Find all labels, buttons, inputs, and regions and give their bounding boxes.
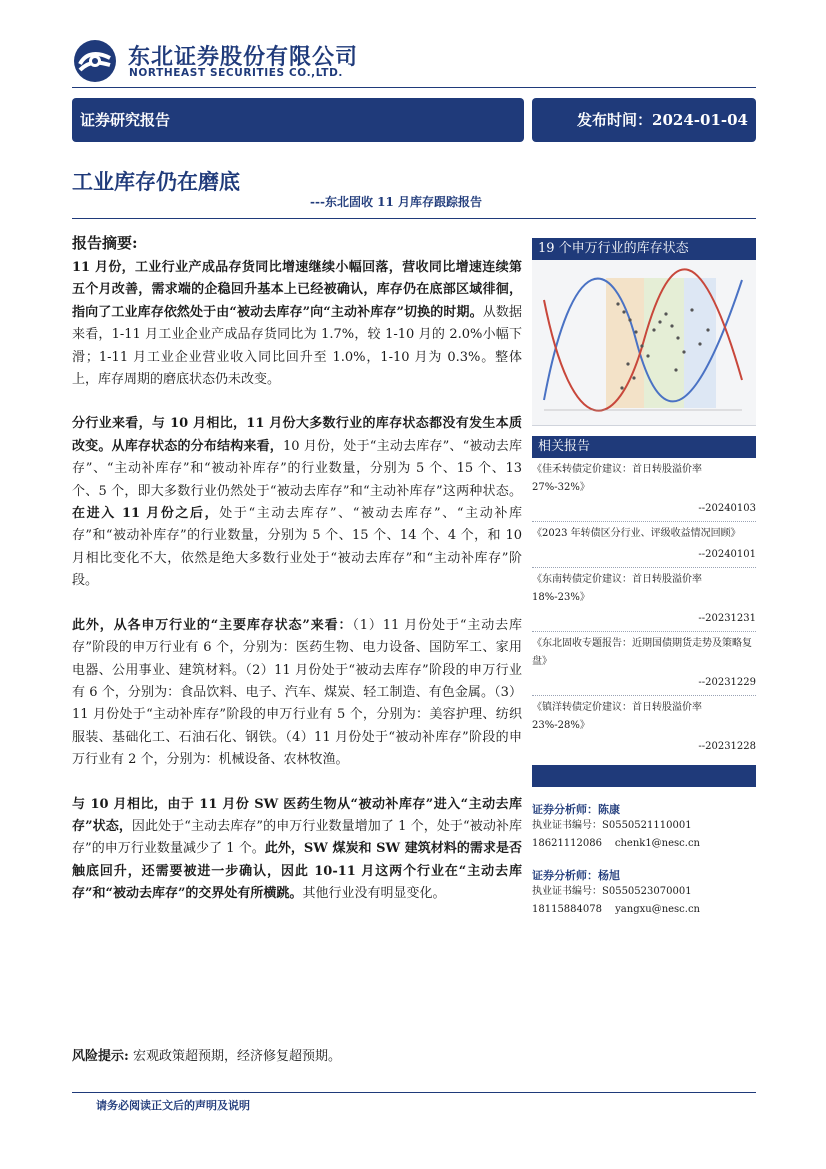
paragraph-bold: 11 月份，工业行业产成品存货同比增速继续小幅回落，营收同比增速连续第五个月改善，需求端的企稳回升基本上已经被确认，库存仍在底部区域徘徊，指向了工业库存依然处于由“被动去库存”向“主动补库存”切换的时期。 <box>72 260 522 320</box>
summary-paragraph <box>72 413 522 592</box>
paragraph-bold: 此外，SW 煤炭和 SW 建筑材料的需求是否触底回升，还需要被进一步确认，因此 10-11 月这两个行业在“主动去库存”和“被动去库存”的交界处有所横跳。 <box>72 841 522 902</box>
paragraph-text: （1）11 月份处于“主动去库存”阶段的申万行业有 6 个，分别为：医药生物、电力设备、国防军工、家用电器、公用事业、建筑材料。（2）11 月份处于“被动去库存”阶段的申万行业有 6 个，分别为：食品饮料、电子、汽车、煤炭、轻工制造、有色金属。（3）11 月份处于“主动补库存”阶段的申万行业有 5 个，分别为：美容护理、纺织服装、基础化工、石油石化、钢铁。（4）11 月份处于“被动补库存”阶段的申万行业有 2 个，分别为：机械设备、农林牧渔。 <box>72 617 522 768</box>
risk-warning <box>72 1045 522 1064</box>
publish-time-label: 发布时间：2024-01-04 <box>577 111 748 129</box>
related-report-date: --20231231 <box>698 613 756 624</box>
analyst-phone: 18621112086 <box>532 838 602 849</box>
related-reports-heading: 相关报告 <box>532 436 756 458</box>
summary-section <box>72 232 522 928</box>
related-report-title: 《东北固收专题报告：近期国债期货走势及策略复盘》 <box>532 638 752 667</box>
paragraph-text: 处于“主动去库存”、“被动去库存”、“主动补库存”和“被动补库存”的行业数量，分别为 5 个、15 个、14 个、4 个，和 10 月相比变化不大，依然是绝大多数行业处于“被动去库存”和“主动补库存”阶段。 <box>72 506 522 589</box>
paragraph-bold: 与 10 月相比，由于 11 月份 SW 医药生物从“被动补库存”进入“主动去库存”状态， <box>72 796 522 834</box>
report-title: 工业库存仍在磨底 <box>72 169 240 194</box>
related-report-title: 《镇洋转债定价建议：首日转股溢价率 23%-28%》 <box>532 702 702 731</box>
analyst-phone: 18115884078 <box>532 904 602 915</box>
analyst-email[interactable]: chenk1@nesc.cn <box>614 838 700 849</box>
company-name-cn: 东北证券股份有限公司 <box>128 45 359 70</box>
sidebar <box>532 238 756 919</box>
inventory-cycle-figure <box>532 260 756 426</box>
footer-rule <box>72 1092 756 1093</box>
analyst-cert-number: 执业证书编号：S0550521110001 <box>532 820 692 831</box>
summary-heading: 报告摘要: <box>72 234 138 252</box>
related-report-date: --20240103 <box>698 503 756 514</box>
related-report-date: --20231228 <box>698 741 756 752</box>
risk-text: 宏观政策超预期，经济修复超预期。 <box>128 1049 341 1064</box>
analyst-block <box>532 867 756 919</box>
paragraph-text: 从数据来看，1-11 月工业企业产成品存货同比为 1.7%，较 1-10 月的 2.0%小幅下滑；1-11 月工业企业营业收入同比回升至 1.0%，1-10 月为 0.3%。整体上，库存周期的磨底状态仍未改变。 <box>72 304 522 388</box>
company-name-en: NORTHEAST SECURITIES CO.,LTD. <box>129 67 343 79</box>
risk-label: 风险提示: <box>72 1049 129 1064</box>
divider <box>532 521 756 522</box>
related-report-title: 《2023 年转债区分行业、评级收益情况回顾》 <box>532 528 741 539</box>
summary-paragraph <box>72 794 522 906</box>
sidebar-divider-bar <box>532 765 756 787</box>
related-report-item[interactable] <box>532 571 756 631</box>
summary-paragraph <box>72 615 522 772</box>
phase-band <box>644 278 684 408</box>
paragraph-bold: 分行业来看，与 10 月相比，11 月份大多数行业的库存状态都没有发生本质改变。从库存状态的分布结构来看， <box>72 416 522 454</box>
header-rule <box>72 87 756 88</box>
related-report-item[interactable] <box>532 699 756 759</box>
summary-paragraph <box>72 257 522 391</box>
related-report-item[interactable] <box>532 635 756 695</box>
title-rule <box>72 218 756 219</box>
publish-time-banner <box>532 98 756 142</box>
related-report-date: --20231229 <box>698 677 756 688</box>
inventory-cycle-graphic <box>532 260 756 425</box>
analyst-title: 证券分析师：杨旭 <box>532 869 620 882</box>
paragraph-bold: 此外，从各申万行业的“主要库存状态”来看： <box>72 617 353 633</box>
report-subtitle: ---东北固收 11 月库存跟踪报告 <box>310 195 482 209</box>
related-report-date: --20240101 <box>698 549 756 560</box>
related-report-title: 《佳禾转债定价建议：首日转股溢价率 27%-32%》 <box>532 464 702 493</box>
report-type-label: 证券研究报告 <box>80 111 171 129</box>
footer-disclaimer: 请务必阅读正文后的声明及说明 <box>96 1099 250 1112</box>
analyst-title: 证券分析师：陈康 <box>532 803 620 816</box>
paragraph-text: 10 月份，处于“主动去库存”、“被动去库存”、“主动补库存”和“被动补库存”的行业数量，分别为 5 个、15 个、13 个、5 个，即大多数行业仍然处于“被动去库存”和“主动补库存”这两种状态。 <box>72 438 522 499</box>
paragraph-text: 其他行业没有明显变化。 <box>302 886 446 902</box>
analyst-contact <box>532 835 756 853</box>
report-type-banner <box>72 98 524 142</box>
analyst-cert-number: 执业证书编号：S0550523070001 <box>532 886 692 897</box>
analyst-cert <box>532 817 756 835</box>
logo-mark-icon <box>72 38 118 84</box>
analyst-block <box>532 801 756 853</box>
analyst-email[interactable]: yangxu@nesc.cn <box>615 904 700 915</box>
analyst-cert <box>532 883 756 901</box>
company-logo <box>72 38 372 86</box>
divider <box>532 695 756 696</box>
related-report-title: 《东南转债定价建议：首日转股溢价率 18%-23%》 <box>532 574 702 603</box>
related-report-item[interactable] <box>532 461 756 521</box>
paragraph-bold: 在进入 11 月份之后， <box>72 506 220 522</box>
paragraph-text: 因此处于“主动去库存”的申万行业数量增加了 1 个，处于“被动补库存”的申万行业数量减少了 1 个。 <box>72 818 522 857</box>
chart-heading: 19 个申万行业的库存状态 <box>532 238 756 260</box>
related-report-item[interactable] <box>532 525 756 567</box>
divider <box>532 567 756 568</box>
divider <box>532 631 756 632</box>
analyst-contact <box>532 901 756 919</box>
